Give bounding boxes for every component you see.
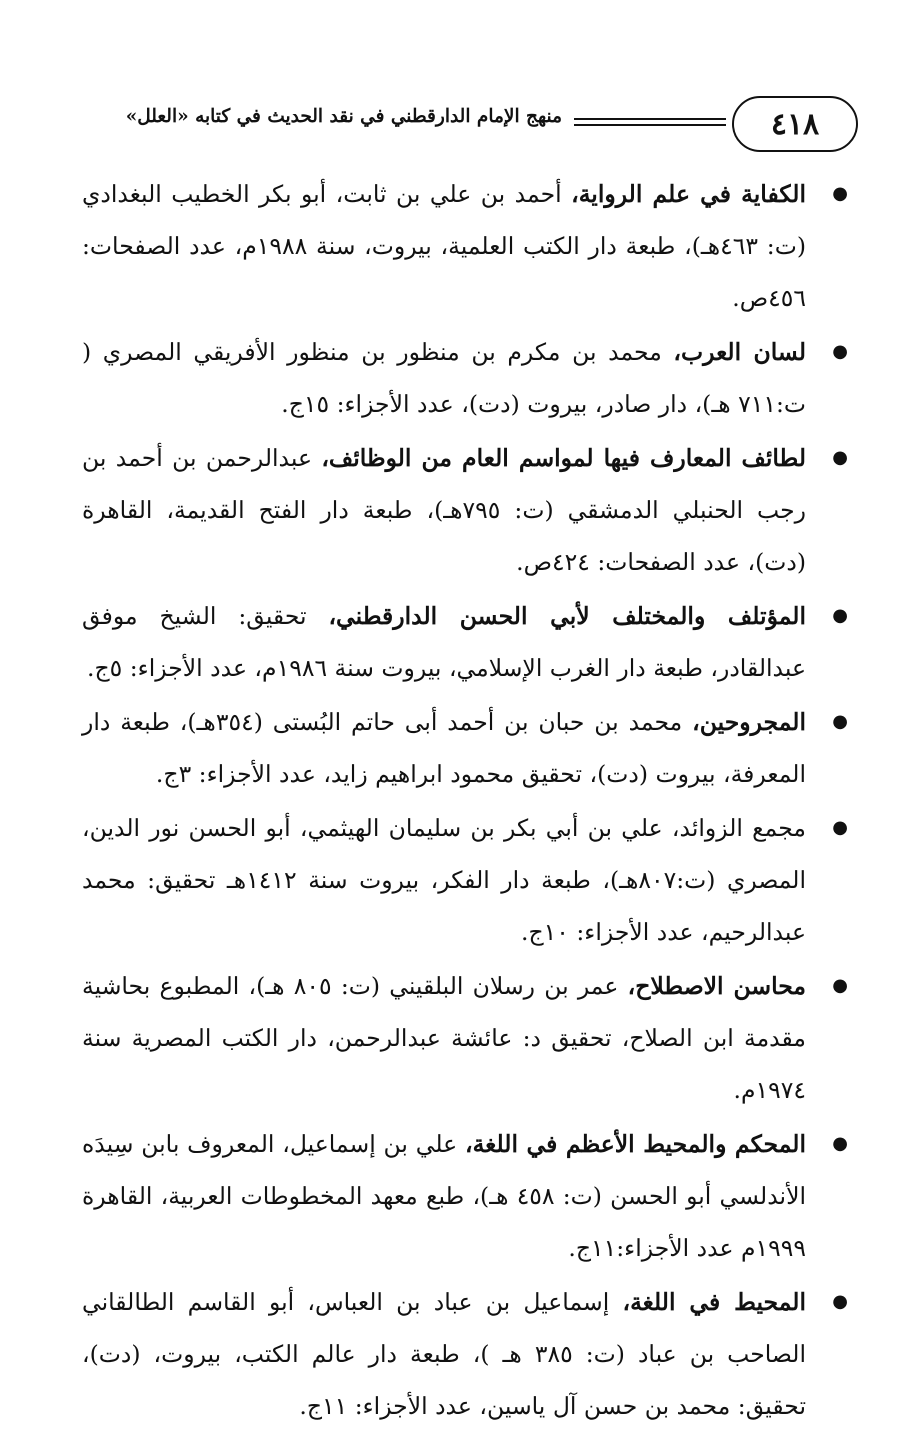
bibliography-entry	[82, 326, 858, 430]
bullet-icon: ●	[832, 341, 848, 362]
bullet-icon: ●	[832, 711, 848, 732]
bullet-icon: ●	[832, 1291, 848, 1312]
header-rule-line	[574, 118, 726, 120]
entry-text: عبدالرحمن بن أحمد بن رجب الحنبلي الدمشقي (ت: ٧٩٥هـ)، طبعة دار الفتح القديمة، القاهرة (دت)، عدد الصفحات: ٤٢٤ص.	[82, 444, 807, 576]
bibliography-entry	[82, 168, 858, 324]
bibliography-entry	[82, 960, 858, 1116]
entry-title: محاسن الاصطلاح،	[627, 972, 806, 1000]
bibliography-list	[82, 168, 858, 1434]
entry-title: لسان العرب،	[673, 338, 806, 366]
bibliography-entry	[82, 802, 858, 958]
page-header	[70, 96, 858, 160]
entry-text: أحمد بن علي بن ثابت، أبو بكر الخطيب البغدادي (ت: ٤٦٣هـ)، طبعة دار الكتب العلمية، بيروت، سنة ١٩٨٨م، عدد الصفحات: ٤٥٦ص.	[82, 180, 806, 312]
entry-text: إسماعيل بن عباد بن العباس، أبو القاسم الطالقاني الصاحب بن عباد (ت: ٣٨٥ هـ )، طبعة دار عالم الكتب، بيروت، (دت)، تحقيق: محمد بن حسن آل ياسين، عدد الأجزاء: ١١ج.	[82, 1288, 806, 1420]
bibliography-entry	[82, 432, 858, 588]
page-number: ٤١٨	[770, 106, 820, 142]
bullet-icon: ●	[832, 1133, 848, 1154]
entry-title: المحكم والمحيط الأعظم في اللغة،	[464, 1130, 806, 1158]
entry-title: الكفاية في علم الرواية،	[571, 180, 806, 208]
header-rule-line	[574, 124, 726, 126]
bullet-icon: ●	[832, 605, 848, 626]
bullet-icon: ●	[832, 975, 848, 996]
bibliography-entry	[82, 1276, 858, 1432]
entry-text: تحقيق: الشيخ موفق عبدالقادر، طبعة دار الغرب الإسلامي، بيروت سنة ١٩٨٦م، عدد الأجزاء: ٥ج.	[82, 602, 806, 682]
bibliography-entry	[82, 1118, 858, 1274]
entry-text: مجمع الزوائد، علي بن أبي بكر بن سليمان الهيثمي، أبو الحسن نور الدين، المصري (ت:٨٠٧هـ)، طبعة دار الفكر، بيروت سنة ١٤١٢هـ تحقيق: محمد عبدالرحيم، عدد الأجزاء: ١٠ج.	[82, 814, 806, 946]
entry-title: المحيط في اللغة،	[622, 1288, 806, 1316]
entry-text: محمد بن حبان بن أحمد أبى حاتم البُستى (٣٥٤هـ)، طبعة دار المعرفة، بيروت (دت)، تحقيق محمود ابراهيم زايد، عدد الأجزاء: ٣ج.	[82, 708, 806, 788]
page-number-badge	[732, 96, 858, 152]
bullet-icon: ●	[832, 447, 848, 468]
entry-title: المجروحين،	[692, 708, 806, 736]
bibliography-entry	[82, 696, 858, 800]
bibliography-entry	[82, 590, 858, 694]
running-title: منهج الإمام الدارقطني في نقد الحديث في كتابه «العلل»	[125, 106, 562, 127]
entry-title: لطائف المعارف فيها لمواسم العام من الوظائف،	[321, 444, 806, 472]
bullet-icon: ●	[832, 183, 848, 204]
header-rule	[574, 118, 726, 130]
entry-title: المؤتلف والمختلف لأبي الحسن الدارقطني،	[328, 602, 806, 630]
entry-text: علي بن إسماعيل، المعروف بابن سِيدَه الأندلسي أبو الحسن (ت: ٤٥٨ هـ)، طبع معهد المخطوطات العربية، القاهرة ١٩٩٩م عدد الأجزاء:١١ج.	[82, 1130, 807, 1262]
entry-text: عمر بن رسلان البلقيني (ت: ٨٠٥ هـ)، المطبوع بحاشية مقدمة ابن الصلاح، تحقيق د: عائشة عبدالرحمن، دار الكتب المصرية سنة ١٩٧٤م.	[82, 972, 806, 1104]
entry-text: محمد بن مكرم بن منظور بن منظور الأفريقي المصري ( ت:٧١١ هـ)، دار صادر، بيروت (دت)، عدد الأجزاء: ١٥ج.	[82, 338, 806, 418]
bullet-icon: ●	[832, 817, 848, 838]
